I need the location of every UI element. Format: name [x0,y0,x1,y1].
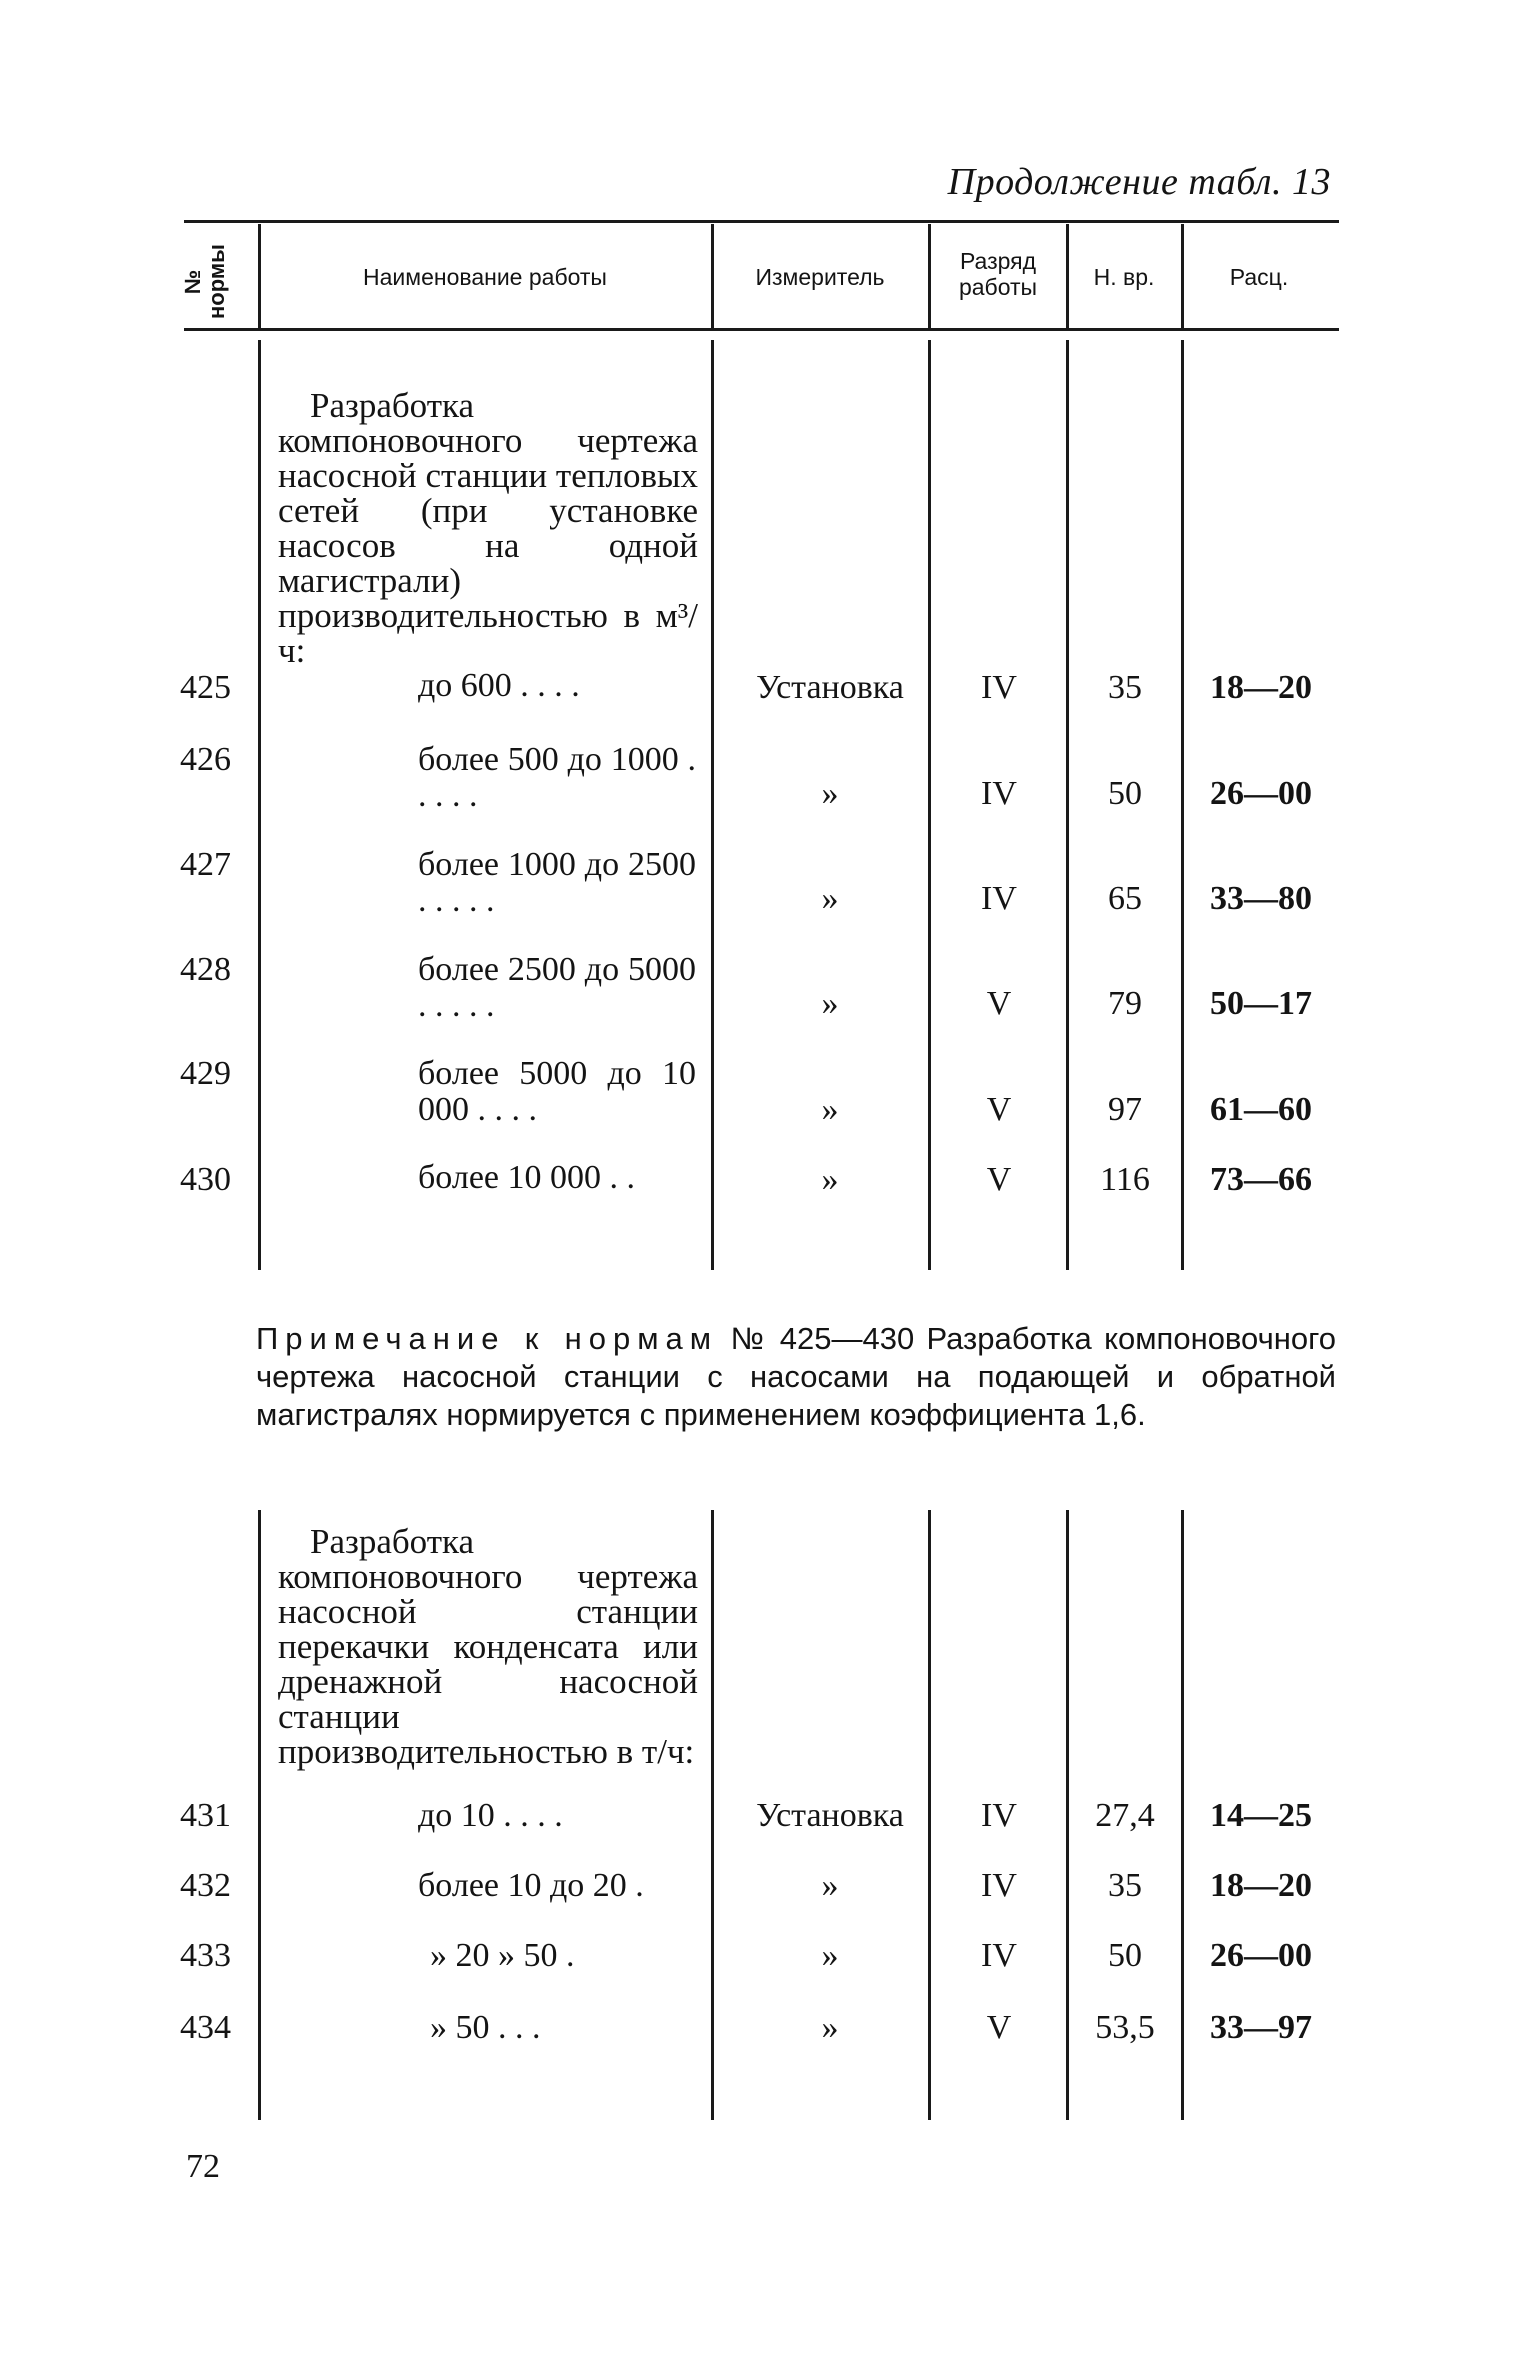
row-price: 33—80 [1210,880,1312,917]
row-norm: 50 [1108,775,1142,812]
header-top-rule [184,220,1339,223]
s2-col-line-1 [258,1510,261,2120]
row-norm: 65 [1108,880,1142,917]
row-price: 18—20 [1210,1867,1312,1904]
row-norm: 79 [1108,985,1142,1022]
header-grade: Разряд работы [958,248,1038,300]
row-number: 425 [180,669,231,706]
header-sep-1 [258,224,261,328]
row-number: 427 [180,846,231,883]
row-norm: 116 [1100,1161,1150,1198]
row-measure: » [821,1937,839,1974]
header-measure: Измеритель [755,264,885,290]
row-price: 73—66 [1210,1161,1312,1198]
row-number: 433 [180,1937,231,1974]
row-name: до 10 . . . . [418,1797,563,1834]
s2-col-line-5 [1181,1510,1184,2120]
table-caption: Продолжение табл. 13 [947,161,1331,203]
s1-col-line-1 [258,340,261,1270]
row-name: » 50 . . . [430,2009,541,2046]
row-norm: 97 [1108,1091,1142,1128]
row-measure: Установка [756,1797,904,1834]
row-number: 426 [180,741,231,778]
row-number: 429 [180,1055,231,1092]
header-norm: Н. вр. [1093,264,1155,290]
header-bottom-rule [184,328,1339,331]
row-number: 432 [180,1867,231,1904]
row-number: 431 [180,1797,231,1834]
row-price: 26—00 [1210,1937,1312,1974]
header-no: № нормы [180,244,229,319]
row-name: более 10 000 . . [418,1159,635,1196]
s1-col-line-5 [1181,340,1184,1270]
row-grade: IV [981,1937,1017,1974]
row-measure: » [821,1091,839,1128]
section2-description: Разработка компоновочного чертежа насосной станции перекачки конденсата или дренажной насосной станции производительностью в т/ч: [278,1522,698,1771]
row-grade: IV [981,880,1017,917]
row-price: 26—00 [1210,775,1312,812]
row-measure: » [821,775,839,812]
note-lead: Примечание к нормам [256,1321,719,1356]
row-measure: » [821,880,839,917]
row-price: 18—20 [1210,669,1312,706]
row-name: более 10 до 20 . [418,1867,644,1904]
row-grade: V [986,1161,1012,1198]
row-name: более 1000 до 2500 . . . . . [418,846,696,919]
row-measure: » [821,1867,839,1904]
row-name: более 500 до 1000 . . . . . [418,741,696,814]
row-grade: IV [981,1797,1017,1834]
row-price: 14—25 [1210,1797,1312,1834]
row-name: » 20 » 50 . [430,1937,575,1974]
row-price: 33—97 [1210,2009,1312,2046]
row-number: 428 [180,951,231,988]
row-grade: V [986,2009,1012,2046]
row-name: более 5000 до 10 000 . . . . [418,1055,696,1128]
row-name: более 2500 до 5000 . . . . . [418,951,696,1024]
header-sep-3 [928,224,931,328]
row-grade: IV [981,669,1017,706]
row-price: 50—17 [1210,985,1312,1022]
row-norm: 27,4 [1095,1797,1155,1834]
s1-col-line-2 [711,340,714,1270]
row-measure: Установка [756,669,904,706]
row-number: 430 [180,1161,231,1198]
row-measure: » [821,2009,839,2046]
row-grade: IV [981,775,1017,812]
row-norm: 35 [1108,1867,1142,1904]
note-text: № 425—430 Разработка компоновочного чертежа насосной станции с насосами на подающей и обратной магистралях нормируется с применением коэффициента 1,6. [256,1321,1336,1432]
row-norm: 53,5 [1095,2009,1155,2046]
row-norm: 35 [1108,669,1142,706]
row-measure: » [821,985,839,1022]
row-number: 434 [180,2009,231,2046]
row-price: 61—60 [1210,1091,1312,1128]
row-norm: 50 [1108,1937,1142,1974]
row-grade: V [986,1091,1012,1128]
row-grade: V [986,985,1012,1022]
page-number: 72 [186,2148,220,2185]
header-name: Наименование работы [363,264,607,290]
header-price: Расц. [1229,264,1289,290]
row-name: до 600 . . . . [418,667,580,704]
table-note [256,1320,1336,1434]
row-grade: IV [981,1867,1017,1904]
section1-description: Разработка компоновочного чертежа насосной станции тепловых сетей (при установке насосов на одной магистрали) производительностью в м³/ч: [278,386,698,670]
s2-col-line-2 [711,1510,714,2120]
row-measure: » [821,1161,839,1198]
